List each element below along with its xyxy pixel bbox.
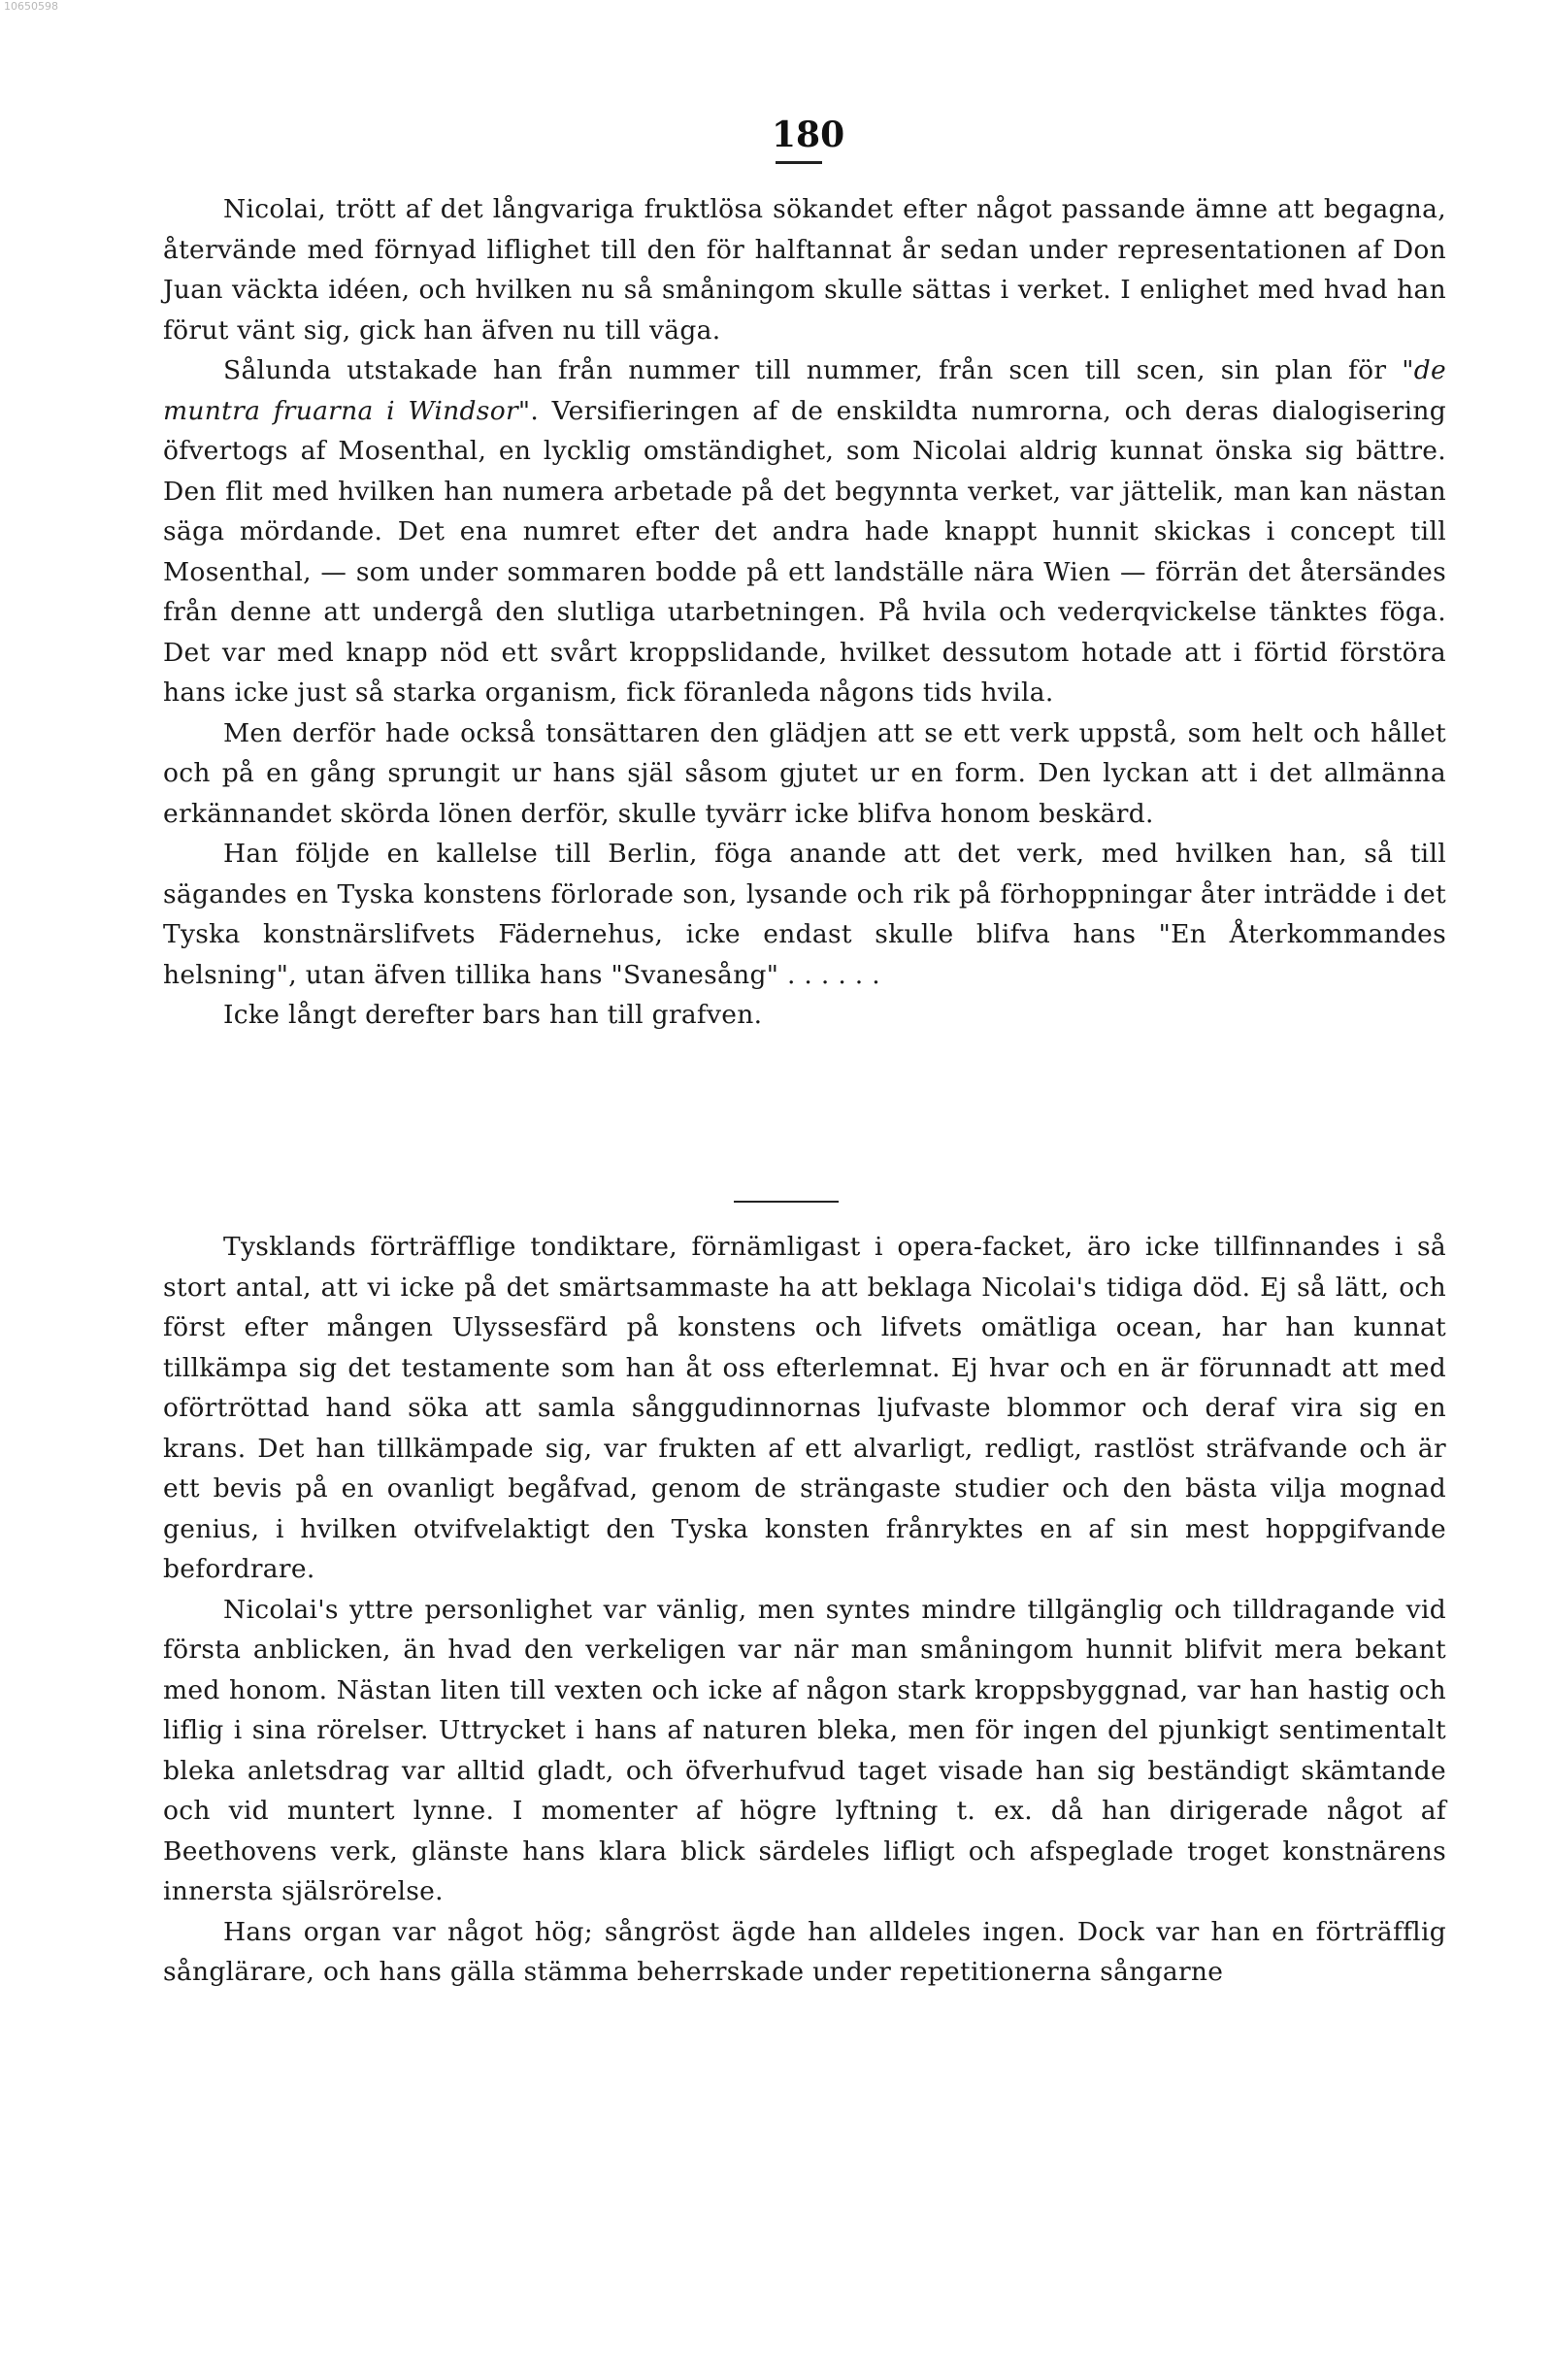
paragraph: Nicolai's yttre personlighet var vänlig, men syntes mindre tillgänglig och tilldragande vid första anblicken, än hvad den verkeligen var när man småningom hunnit blifvit mera bekant med honom. Nästan liten till vexten och icke af någon stark kroppsbyggnad, var han hastig och liflig i sina rörelser. Uttrycket i hans af naturen bleka, men för ingen del pjunkigt sentimentalt bleka anletsdrag var alltid gladt, och öfverhufvud taget visade han sig beständigt skämtande och vid muntert lynne. I momenter af högre lyftning t. ex. då han dirigerade något af Beethovens verk, glänste hans klara blick särdeles lifligt och afspeglade troget konstnärens innersta själsrörelse. — [163, 1594, 1446, 1906]
scan-id-stamp: 10650598 — [4, 0, 58, 13]
section-divider — [734, 1201, 839, 1203]
page-number-rule — [776, 161, 822, 164]
text-section-2 — [163, 1227, 1446, 1993]
paragraph: Hans organ var något hög; sångröst ägde han alldeles ingen. Dock var han en förträfflig sånglärare, och hans gälla stämma beherrskade under repetitionerna sångarne — [163, 1916, 1446, 1987]
paragraph: Han följde en kallelse till Berlin, föga anande att det verk, med hvilken han, så till sägandes en Tyska konstens förlorade son, lysande och rik på förhoppningar åter inträdde i det Tyska konstnärslifvets Fädernehus, icke endast skulle blifva hans "En Återkommandes helsning", utan äfven tillika hans "Svanesång" . . . . . . — [163, 839, 1446, 990]
paragraph — [163, 350, 1446, 713]
paragraph: Icke långt derefter bars han till grafven. — [223, 1000, 763, 1030]
opera-title: "de muntra fruarna i Windsor" — [163, 355, 1446, 426]
paragraph: Tysklands förträfflige tondiktare, förnämligast i opera-facket, äro icke tillfinnandes i så stort antal, att vi icke på det smärtsammaste ha att beklaga Nicolai's tidiga död. Ej så lätt, och först efter mången Ulyssesfärd på konstens och lifvets omätliga ocean, har han kunnat tillkämpa sig det testamente som han åt oss efterlemnat. Ej hvar och en är förunnadt att med oförtröttad hand söka att samla sånggudinnornas ljufvaste blommor och deraf vira sig en krans. Det han tillkämpade sig, var frukten af ett alvarligt, redligt, rastlöst sträfvande och är ett bevis på en ovanligt begåfvad, genom de strängaste studier och den bästa vilja mognad genius, i hvilken otvifvelaktigt den Tyska konsten frånryktes en af sin mest hoppgifvande befordrare. — [163, 1232, 1446, 1584]
text-section-1 — [163, 189, 1446, 1036]
paragraph: Nicolai, trött af det långvariga fruktlösa sökandet efter något passande ämne att begagna, återvände med förnyad liflighet till den för halftannat år sedan under representationen af Don Juan väckta idéen, och hvilken nu så småningom skulle sättas i verket. I enlighet med hvad han förut vänt sig, gick han äfven nu till väga. — [163, 194, 1446, 346]
paragraph-text: Sålunda utstakade han från nummer till nummer, från scen till scen, sin plan för — [223, 355, 1403, 385]
paragraph-text: . Versifieringen af de enskildta numrorna, och deras dialogisering öfvertogs af Mosenthal, en lycklig omständighet, som Nicolai aldrig kunnat önska sig bättre. Den flit med hvilken han numera arbetade på det begynnta verket, var jättelik, man kan nästan säga mördande. Det ena numret efter det andra hade knappt hunnit skickas i concept till Mosenthal, — som under sommaren bodde på ett landställe nära Wien — förrän det återsändes från denne att undergå den slutliga utarbetningen. På hvila och vederqvickelse tänktes föga. Det var med knapp nöd ett svårt kroppslidande, hvilket dessutom hotade att i förtid förstöra hans icke just så starka organism, fick föranleda någons tids hvila. — [163, 395, 1446, 708]
paragraph: Men derför hade också tonsättaren den glädjen att se ett verk uppstå, som helt och hållet och på en gång sprungit ur hans själ såsom gjutet ur en form. Den lyckan att i det allmänna erkännandet skörda lönen derför, skulle tyvärr icke blifva honom beskärd. — [163, 717, 1446, 829]
page-number: 180 — [772, 115, 845, 155]
